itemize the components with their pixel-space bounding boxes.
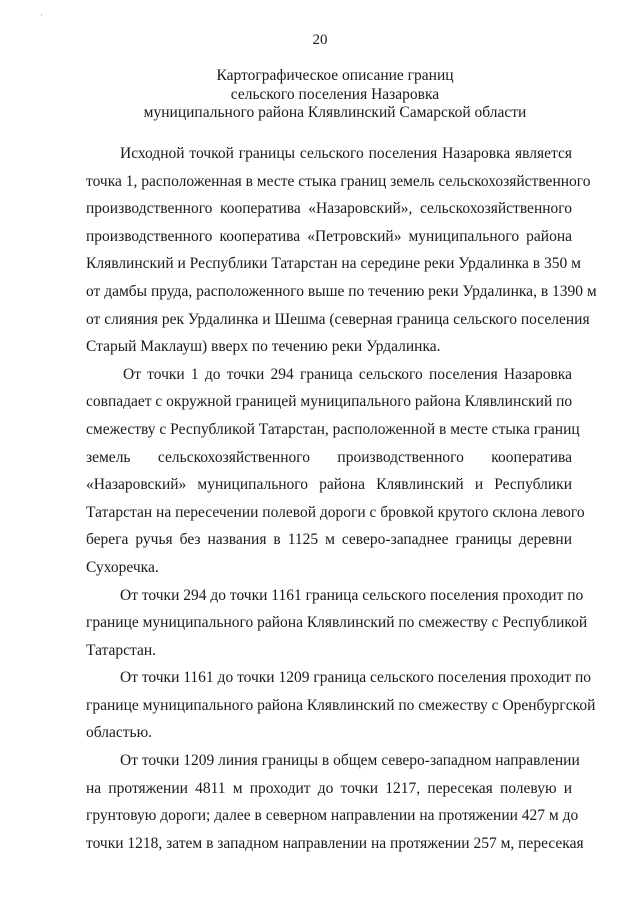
text-line: Старый Маклауш) вверх по течению реки Урдалинка. [86,338,441,356]
scan-mark: · [40,10,43,20]
text-line: Татарстан. [86,641,157,659]
document-title [70,67,600,123]
text-line: границе муниципального района Клявлинский по смежеству с Оренбургской [86,696,596,714]
paragraph-points-1161-1209 [86,664,596,747]
page-number: 20 [312,32,328,48]
text-line: производственного кооператива «Петровский» муниципального района [86,227,572,245]
text-line: Исходной точкой границы сельского поселения Назаровка является [120,145,572,162]
text-line: Татарстан на пересечении полевой дороги с бровкой крутого склона левого [86,503,585,521]
text-line: От точки 294 до точки 1161 граница сельского поселения проходит по [120,586,584,604]
title-line-3: муниципального района Клявлинский Самарской области [143,104,527,121]
document-body [86,140,597,857]
text-line: «Назаровский» муниципального района Клявлинский и Республики [86,476,572,494]
text-line: областью. [86,724,153,742]
text-line: точки 1218, затем в западном направлении на протяжении 257 м, пересекая [86,834,584,852]
paragraph-points-1209-1218 [86,747,584,857]
paragraph-points-1-294 [86,361,585,582]
text-line: на протяжении 4811 м проходит до точки 1217, пересекая полевую и [86,779,572,797]
text-line: грунтовую дороги; далее в северном направлении на протяжении 427 м до [86,807,579,825]
text-line: производственного кооператива «Назаровский», сельскохозяйственного [86,200,572,218]
text-line: От точки 1161 до точки 1209 граница сельского поселения проходит по [120,669,592,687]
text-line: от слияния рек Урдалинка и Шешма (северная граница сельского поселения [86,310,590,328]
paragraph-starting-point [86,140,597,361]
text-line: От точки 1209 линия границы в общем северо-западном направлении [120,752,580,770]
text-line: смежеству с Республикой Татарстан, расположенной в месте стыка границ [86,420,580,438]
text-line: совпадает с окружной границей муниципального района Клявлинский по [86,393,573,411]
text-line: Клявлинский и Республики Татарстан на середине реки Урдалинка в 350 м [86,255,581,273]
title-line-1: Картографическое описание границ [216,67,454,84]
title-line-2: сельского поселения Назаровка [230,85,440,103]
text-line: От точки 1 до точки 294 граница сельского поселения Назаровка [123,365,572,383]
text-line: берега ручья без названия в 1125 м северо-западнее границы деревни [86,531,572,549]
text-line: точка 1, расположенная в месте стыка границ земель сельскохозяйственного [86,172,591,190]
text-line: Сухоречка. [86,558,159,576]
text-line: от дамбы пруда, расположенного выше по течению реки Урдалинка, в 1390 м [86,282,597,300]
text-line: земель сельскохозяйственного производственного кооператива [86,448,572,466]
text-line: границе муниципального района Клявлинский по смежеству с Республикой [86,614,588,632]
paragraph-points-294-1161 [86,582,588,665]
